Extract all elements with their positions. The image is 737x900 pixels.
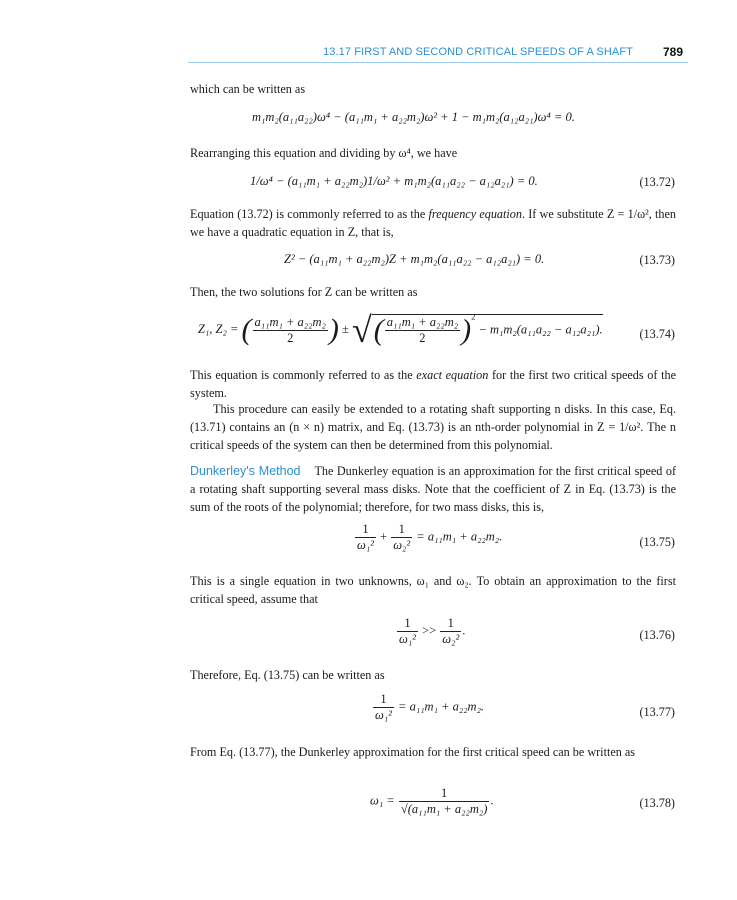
equation-13-72: 1/ω⁴ − (a₁₁m₁ + a₂₂m₂)1/ω² + m₁m₂(a₁₁a₂₂ − a₁₂a₂₁) = 0. [250, 174, 538, 188]
fraction-1-over-w1sq [355, 522, 376, 553]
eq74-denominator: 2 [287, 330, 294, 345]
paragraph-n-disks: This procedure can easily be extended to a rotating shaft supporting n disks. In this case, Eq. (13.71) contains an (n × n) matrix, and Eq. (13.73) is an nth-order polynomial in Z = 1/ω². The n critical speeds of the system can then be determined from this polynomial. [190, 402, 676, 452]
fraction-1-over-w2sq [440, 616, 461, 647]
period: . [462, 623, 466, 638]
equation-13-73: Z² − (a₁₁m₁ + a₂₂m₂)Z + m₁m₂(a₁₁a₂₂ − a₁₂a₂₁) = 0. [284, 252, 545, 266]
equation-number-13-78: (13.78) [639, 796, 675, 810]
paren-close: ) [461, 313, 472, 346]
equation-13-75 [354, 522, 502, 553]
eq74-lhs: Z₁, Z₂ = [198, 321, 239, 336]
eq74-denominator-inner: 2 [419, 330, 426, 345]
term-frequency-equation: frequency equation [428, 207, 522, 221]
paragraph-dunkerley-approximation: From Eq. (13.77), the Dunkerley approximation for the first critical speed can be written as [190, 745, 636, 759]
eq74-tail: − m₁m₂(a₁₁a₂₂ − a₁₂a₂₁). [478, 321, 603, 336]
equation-number-13-73: (13.73) [639, 253, 675, 267]
fraction-1-over-w1sq [373, 692, 394, 723]
denominator: ω₁² [357, 538, 374, 552]
paragraph-dunkerley [190, 462, 676, 516]
running-header-section: 13.17 FIRST AND SECOND CRITICAL SPEEDS OF A SHAFT [323, 46, 633, 58]
paragraph-rearranging: Rearranging this equation and dividing by ω⁴, we have [190, 146, 458, 160]
text-run: for the first two critical speeds of the system. [190, 368, 676, 400]
paren-close: ) [328, 313, 339, 346]
paren-open: ( [373, 313, 384, 346]
equation-number-13-77: (13.77) [639, 705, 675, 719]
equation-13-78 [370, 786, 493, 817]
text-run: This equation is commonly referred to as the [190, 368, 417, 382]
text-run: The Dunkerley equation is an approximation for the first critical speed of a rotating shaft supporting several mass disks. Note that the coefficient of Z in Eq. (13.73) is the sum of the roots of the polynomial; therefore, for two mass disks, this is, [190, 464, 676, 514]
equation-13-77 [372, 692, 484, 723]
eq77-rhs: = a₁₁m₁ + a₂₂m₂. [398, 699, 485, 714]
denominator: ω₁² [399, 632, 416, 646]
page-number: 789 [662, 45, 683, 59]
radicand [372, 310, 603, 346]
numerator: 1 [373, 692, 394, 708]
denominator: √(a₁₁m₁ + a₂₂m₂) [400, 802, 488, 816]
period: . [490, 793, 494, 808]
denominator: ω₂² [393, 538, 411, 552]
eq75-rhs: = a₁₁m₁ + a₂₂m₂. [416, 529, 503, 544]
equation-number-13-74: (13.74) [639, 327, 675, 341]
numerator: 1 [355, 522, 376, 538]
section-heading-dunkerley: Dunkerley's Method [190, 464, 301, 478]
equation-unnumbered: m₁m₂(a₁₁a₂₂)ω⁴ − (a₁₁m₁ + a₂₂m₂)ω² + 1 − m₁m₂(a₁₂a₂₁)ω⁴ = 0. [252, 110, 575, 124]
paragraph-two-solutions: Then, the two solutions for Z can be written as [190, 285, 418, 299]
eq78-lhs: ω₁ = [370, 793, 395, 808]
header-rule [188, 62, 688, 63]
equation-13-74 [198, 312, 603, 348]
eq74-fraction-inner [385, 315, 460, 346]
equation-number-13-75: (13.75) [639, 535, 675, 549]
equation-number-13-76: (13.76) [639, 628, 675, 642]
paragraph-frequency-equation [190, 205, 676, 241]
square-exponent: 2 [471, 310, 476, 321]
numerator: 1 [399, 786, 490, 802]
fraction-1-over-w1sq [397, 616, 418, 647]
eq74-numerator-inner: a₁₁m₁ + a₂₂m₂ [386, 314, 459, 329]
eq78-fraction [399, 786, 490, 817]
numerator: 1 [440, 616, 461, 632]
numerator: 1 [391, 522, 412, 538]
plus: + [380, 529, 388, 544]
denominator: ω₁² [375, 708, 392, 722]
paragraph-intro: which can be written as [190, 82, 306, 96]
equation-number-13-72: (13.72) [639, 175, 675, 189]
paragraph-exact-equation [190, 366, 676, 402]
eq74-numerator: a₁₁m₁ + a₂₂m₂ [254, 314, 326, 329]
numerator: 1 [397, 616, 418, 632]
eq74-fraction [253, 315, 328, 346]
paren-open: ( [241, 313, 252, 346]
plus-minus: ± [341, 321, 349, 336]
text-run: . If we substitute Z = 1/ω², then we have a quadratic equation in Z, that is, [190, 207, 676, 239]
text-run: Equation (13.72) is commonly referred to as the [190, 207, 429, 221]
equation-13-76 [396, 616, 465, 647]
radical-sign: √ [351, 310, 372, 350]
fraction-1-over-w2sq [391, 522, 412, 553]
term-exact-equation: exact equation [416, 368, 489, 382]
paragraph-single-equation: This is a single equation in two unknowns, ω₁ and ω₂. To obtain an approximation to the first critical speed, assume that [190, 574, 676, 606]
paragraph-therefore: Therefore, Eq. (13.75) can be written as [190, 668, 385, 682]
denominator: ω₂² [442, 632, 460, 646]
much-greater-than: >> [422, 623, 437, 638]
